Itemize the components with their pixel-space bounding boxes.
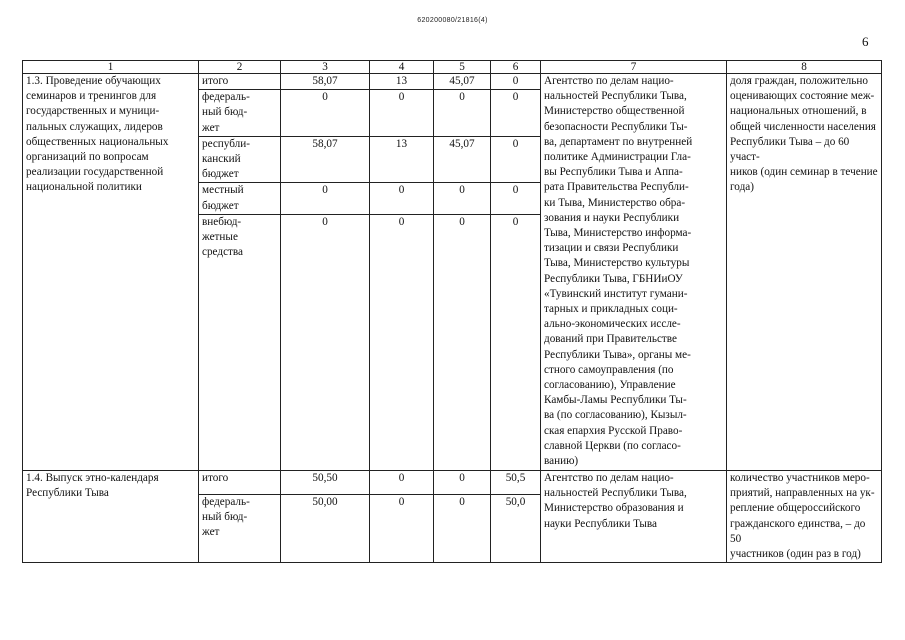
cell-value: 0 bbox=[491, 74, 541, 90]
cell-value: 0 bbox=[434, 214, 491, 260]
cell-value: 45,07 bbox=[434, 136, 491, 183]
header-cell-3: 3 bbox=[281, 61, 370, 74]
cell-value: 0 bbox=[491, 136, 541, 183]
cell-value: 0 bbox=[434, 470, 491, 494]
cell-value: 0 bbox=[491, 183, 541, 214]
cell-value: 0 bbox=[370, 90, 434, 137]
cell-value: 45,07 bbox=[434, 74, 491, 90]
empty-cell bbox=[199, 260, 281, 470]
document-id: 620200080/21816(4) bbox=[417, 17, 488, 24]
table-row bbox=[23, 470, 882, 494]
cell-value: 0 bbox=[370, 470, 434, 494]
cell-total: 58,07 bbox=[281, 74, 370, 90]
cell-total: 0 bbox=[281, 90, 370, 137]
cell-total: 0 bbox=[281, 214, 370, 260]
empty-cell bbox=[370, 260, 434, 470]
executors-1-4: Агентство по делам нацио- нальностей Республики Тыва, Министерство образования и науки Республики Тыва bbox=[541, 470, 727, 562]
executors-1-3: Агентство по делам нацио- нальностей Республики Тыва, Министерство общественной безопасности Республики Ты- ва, департамент по внутренней политике Администрации Гла- вы Республики Тыва и Аппа- рата Правительства Республи- ки Тыва, Министерство обра- зования и науки Республики Тыва, Министерство информа- тизации и связи Республики Тыва, Министерство культуры Республики Тыва, ГБНИиОУ «Тувинский институт гумани- тарных и прикладных соци- ально-экономических иссле- дований при Правительстве Республики Тыва», органы ме- стного самоуправления (по согласованию), Управление Камбы-Ламы Республики Ты- ва (по согласованию), Кызыл- ская епархия Русской Право- славной Церкви (по согласо- ванию) bbox=[541, 74, 727, 471]
header-cell-5: 5 bbox=[434, 61, 491, 74]
cell-value: 0 bbox=[370, 183, 434, 214]
cell-total: 50,00 bbox=[281, 494, 370, 562]
cell-value: 0 bbox=[370, 214, 434, 260]
cell-total: 50,50 bbox=[281, 470, 370, 494]
cell-value: 50,0 bbox=[491, 494, 541, 562]
empty-cell bbox=[281, 260, 370, 470]
cell-total: 58,07 bbox=[281, 136, 370, 183]
funding-source: федераль- ный бюд- жет bbox=[199, 494, 281, 562]
empty-cell bbox=[491, 260, 541, 470]
header-cell-6: 6 bbox=[491, 61, 541, 74]
cell-value: 0 bbox=[434, 183, 491, 214]
activity-name-1-4: 1.4. Выпуск этно-календаря Республики Тыва bbox=[23, 470, 199, 562]
header-row bbox=[23, 61, 882, 74]
table-row bbox=[23, 74, 882, 90]
header-cell-8: 8 bbox=[727, 61, 882, 74]
page-number: 6 bbox=[862, 34, 869, 49]
funding-source: республи- канский бюджет bbox=[199, 136, 281, 183]
header-cell-4: 4 bbox=[370, 61, 434, 74]
header-cell-7: 7 bbox=[541, 61, 727, 74]
cell-value: 50,5 bbox=[491, 470, 541, 494]
cell-value: 13 bbox=[370, 74, 434, 90]
cell-value: 0 bbox=[370, 494, 434, 562]
program-table bbox=[22, 60, 882, 563]
indicator-1-4: количество участников меро- приятий, направленных на ук- репление общероссийского гражданского единства, – до 50 участников (один раз в год) bbox=[727, 470, 882, 562]
cell-value: 0 bbox=[434, 90, 491, 137]
indicator-1-3: доля граждан, положительно оценивающих состояние меж- национальных отношений, в общей численности населения Республики Тыва – до 60 участ- ников (один семинар в течение года) bbox=[727, 74, 882, 471]
funding-source: федераль- ный бюд- жет bbox=[199, 90, 281, 137]
activity-name-1-3: 1.3. Проведение обучающих семинаров и тренингов для государственных и муници- пальных служащих, лидеров общественных национальных организаций по вопросам реализации государственной национальной политики bbox=[23, 74, 199, 471]
empty-cell bbox=[434, 260, 491, 470]
cell-value: 0 bbox=[491, 90, 541, 137]
funding-source: итого bbox=[199, 74, 281, 90]
funding-source: внебюд- жетные средства bbox=[199, 214, 281, 260]
cell-value: 0 bbox=[491, 214, 541, 260]
cell-value: 13 bbox=[370, 136, 434, 183]
header-cell-1: 1 bbox=[23, 61, 199, 74]
cell-value: 0 bbox=[434, 494, 491, 562]
funding-source: местный бюджет bbox=[199, 183, 281, 214]
funding-source: итого bbox=[199, 470, 281, 494]
cell-total: 0 bbox=[281, 183, 370, 214]
header-cell-2: 2 bbox=[199, 61, 281, 74]
